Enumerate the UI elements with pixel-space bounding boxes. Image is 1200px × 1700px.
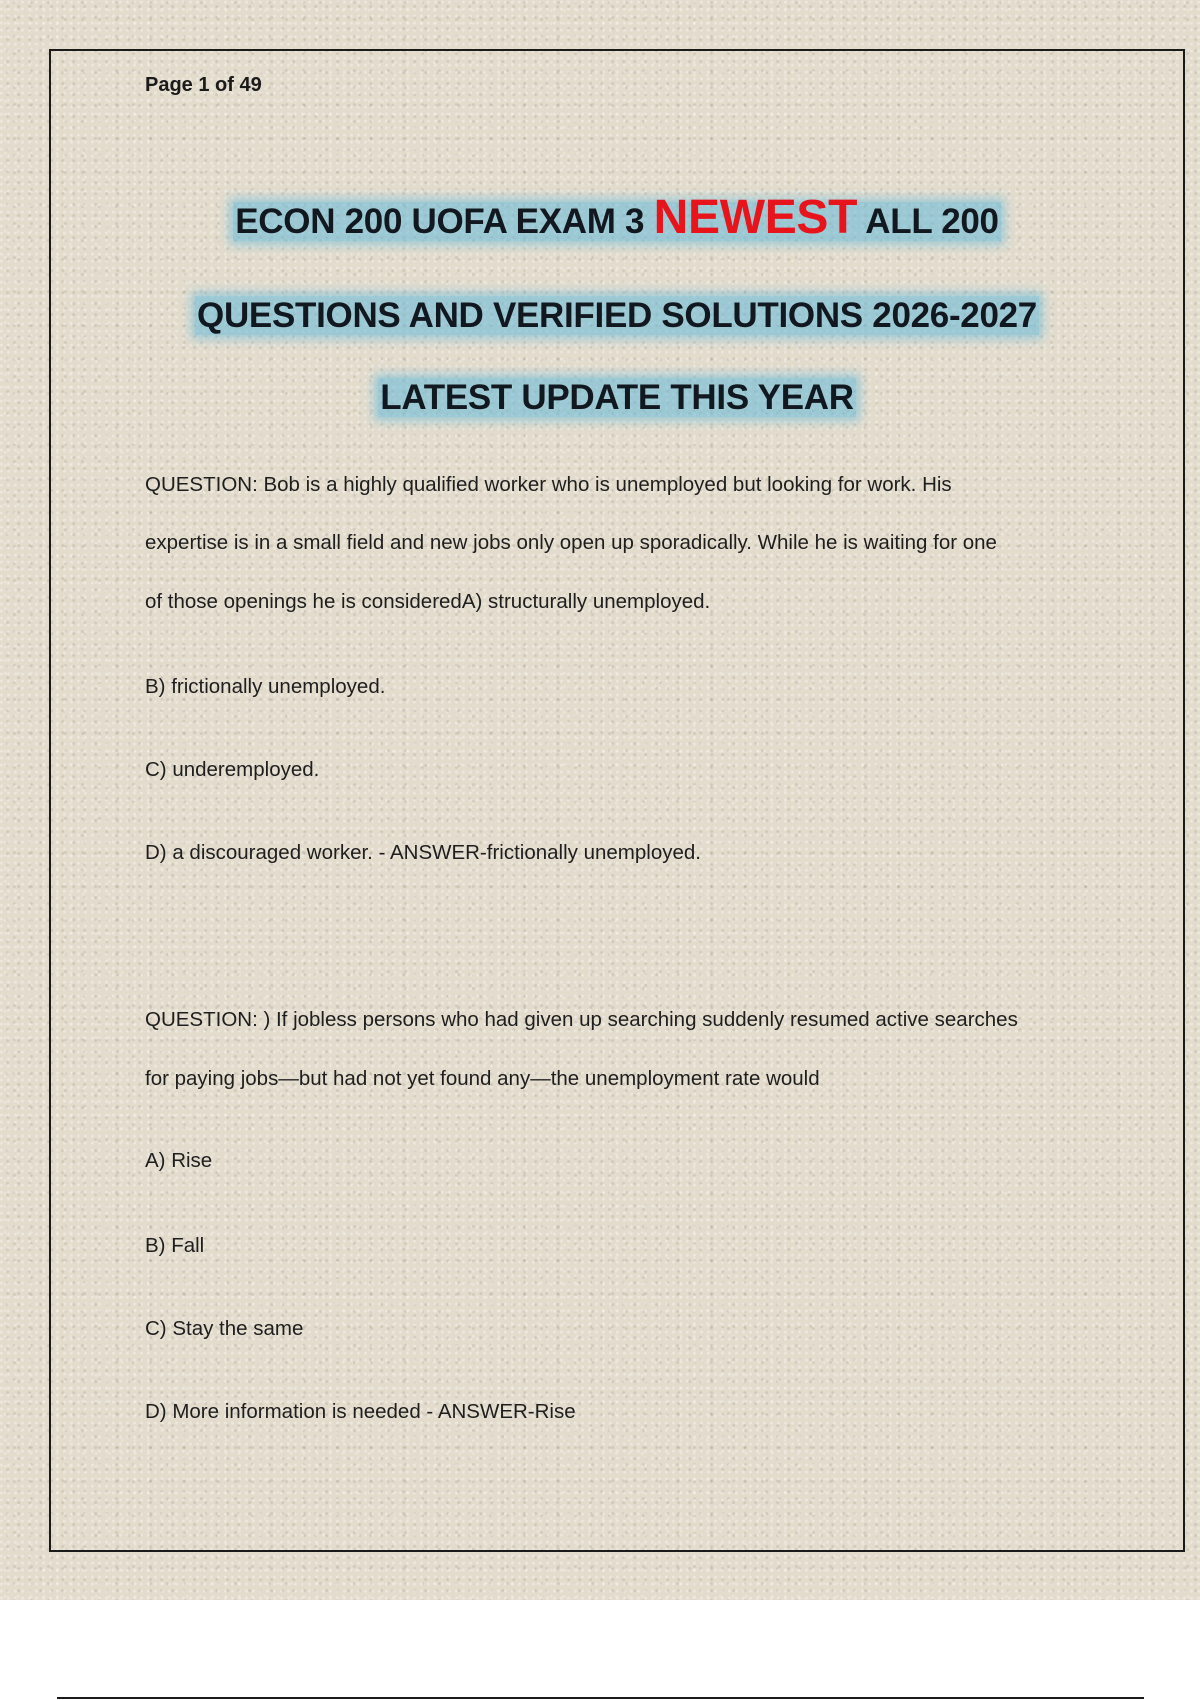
title-text: ALL 200 — [857, 202, 999, 241]
title-highlight — [233, 191, 1000, 244]
question-1-option-b: B) frictionally unemployed. — [145, 675, 386, 698]
title-text: QUESTIONS AND VERIFIED SOLUTIONS 2026-2027 — [197, 296, 1037, 335]
question-1-option-d: D) a discouraged worker. - ANSWER-frictionally unemployed. — [145, 841, 701, 864]
question-2-option-d: D) More information is needed - ANSWER-Rise — [145, 1400, 576, 1423]
question-2-option-b: B) Fall — [145, 1234, 205, 1257]
question-1-line-3: of those openings he is consideredA) structurally unemployed. — [145, 590, 711, 613]
title-text: ECON 200 UOFA EXAM 3 — [235, 202, 654, 241]
question-2-option-a: A) Rise — [145, 1149, 213, 1172]
title-line-1 — [0, 190, 1200, 245]
question-2-option-c: C) Stay the same — [145, 1317, 304, 1340]
question-1-line-1: QUESTION: Bob is a highly qualified worker who is unemployed but looking for work. His — [145, 473, 952, 496]
question-1-option-c: C) underemployed. — [145, 758, 320, 781]
footer-divider — [57, 1697, 1144, 1699]
title-text: LATEST UPDATE THIS YEAR — [380, 378, 854, 417]
question-1-line-2: expertise is in a small field and new jobs only open up sporadically. While he is waiting for one — [145, 531, 997, 554]
question-2-line-1: QUESTION: ) If jobless persons who had given up searching suddenly resumed active searches — [145, 1008, 1018, 1031]
question-2-line-2: for paying jobs—but had not yet found any—the unemployment rate would — [145, 1067, 820, 1090]
page-number: Page 1 of 49 — [145, 74, 262, 96]
title-line-3 — [0, 378, 1200, 418]
title-emphasis: NEWEST — [653, 191, 858, 244]
title-line-2 — [0, 296, 1200, 336]
